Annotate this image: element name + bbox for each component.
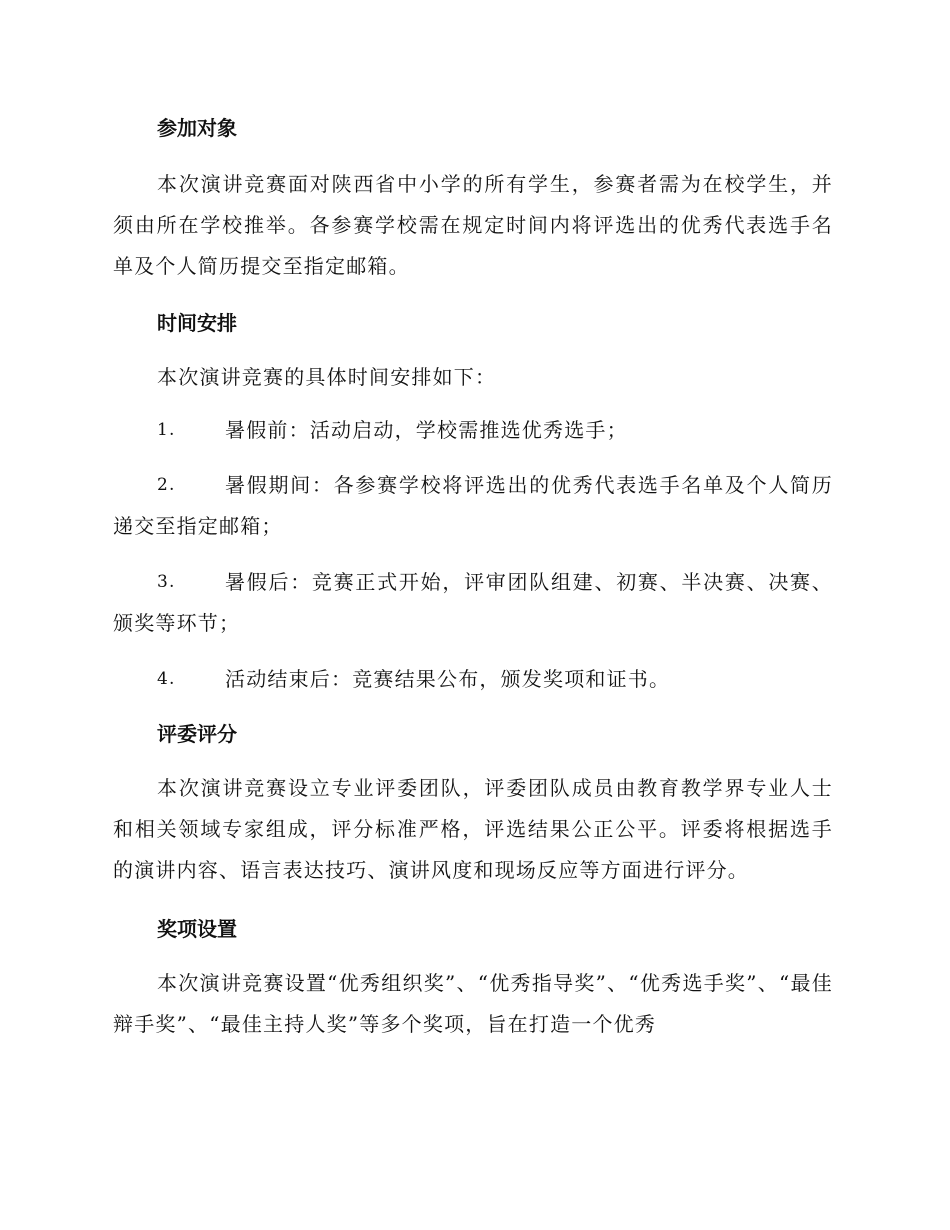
list-item [113, 410, 833, 451]
heading-participants: 参加对象 [157, 116, 237, 140]
list-item-text: 活动结束后：竞赛结果公布，颁发奖项和证书。 [225, 667, 671, 691]
heading-schedule: 时间安排 [157, 311, 237, 335]
list-item-text: 暑假后：竞赛正式开始，评审团队组建、初赛、半决赛、决赛、颁奖等环节； [113, 570, 833, 635]
paragraph-awards: 本次演讲竞赛设置“优秀组织奖”、“优秀指导奖”、“优秀选手奖”、“最佳辩手奖”、“最佳主持人奖”等多个奖项，旨在打造一个优秀 [113, 971, 833, 1036]
list-item [113, 465, 833, 547]
paragraph-participants: 本次演讲竞赛面对陕西省中小学的所有学生，参赛者需为在校学生，并须由所在学校推举。各参赛学校需在规定时间内将评选出的优秀代表选手名单及个人简历提交至指定邮箱。 [113, 172, 833, 278]
list-item-number: 4. [157, 669, 176, 689]
heading-judging: 评委评分 [157, 722, 237, 746]
heading-awards: 奖项设置 [157, 917, 237, 941]
list-item-text: 暑假前：活动启动，学校需推选优秀选手； [225, 418, 628, 442]
paragraph-schedule-intro: 本次演讲竞赛的具体时间安排如下： [157, 365, 497, 389]
paragraph-judging: 本次演讲竞赛设立专业评委团队，评委团队成员由教育教学界专业人士和相关领域专家组成，评分标准严格，评选结果公正公平。评委将根据选手的演讲内容、语言表达技巧、演讲风度和现场反应等方面进行评分。 [113, 776, 833, 882]
list-item-text: 暑假期间：各参赛学校将评选出的优秀代表选手名单及个人简历递交至指定邮箱； [113, 473, 833, 538]
list-item [113, 562, 833, 644]
list-item [113, 659, 833, 700]
list-item-number: 3. [157, 572, 176, 592]
list-item-number: 2. [157, 475, 176, 495]
list-item-number: 1. [157, 420, 176, 440]
